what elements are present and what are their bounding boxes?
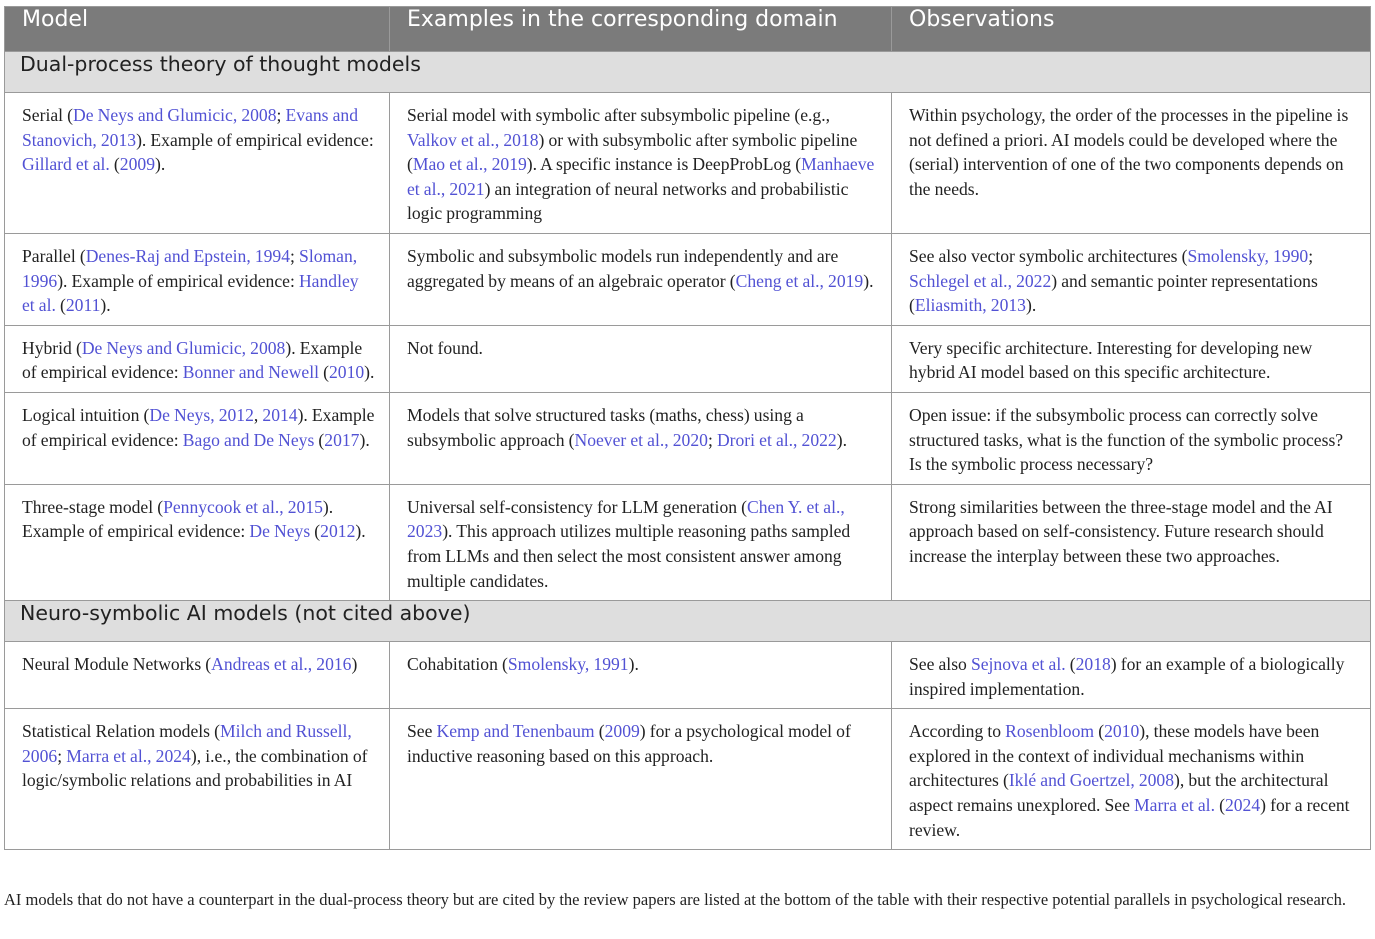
citation-link[interactable]: 2018: [1075, 654, 1111, 675]
cell-text: ) for a psychological model of inductive reasoning based on this approach.: [407, 721, 851, 766]
citation-link[interactable]: Sloman, 1996: [22, 245, 358, 291]
citation-link[interactable]: Drori et al., 2022: [716, 429, 837, 450]
cell-text: ). Example of empirical evidence:: [22, 404, 375, 450]
citation-link[interactable]: Bago and De Neys: [182, 429, 315, 450]
table-row: [5, 709, 1371, 850]
cell-text: Three-stage model (: [22, 496, 164, 517]
section-header-row: [5, 52, 1371, 93]
table-row: [5, 93, 1371, 234]
comparison-table: [4, 6, 1371, 850]
cell-text: ;: [57, 745, 67, 766]
cell-text: ). Example of empirical evidence:: [57, 270, 299, 291]
cell-text: ;: [290, 245, 300, 266]
citation-link[interactable]: Milch and Russell, 2006: [22, 721, 352, 766]
citation-link[interactable]: Manhaeve et al., 2021: [407, 154, 875, 199]
cell-text: ) or with subsymbolic after symbolic pipeline (: [407, 129, 858, 175]
cell-text: ). Example of empirical evidence:: [22, 496, 334, 542]
cell-text: ) an integration of neural networks and probabilistic logic programming: [407, 178, 849, 224]
cell-text: (: [314, 429, 325, 450]
model-cell: [5, 325, 390, 392]
citation-link[interactable]: Mao et al., 2019: [412, 154, 527, 175]
cell-text: ).: [863, 270, 874, 291]
cell-text: Parallel (: [22, 245, 86, 266]
citation-link[interactable]: Andreas et al., 2016: [211, 654, 352, 675]
citation-link[interactable]: Denes-Raj and Epstein, 1994: [85, 245, 291, 266]
cell-text: Open issue: if the subsymbolic process can correctly solve structured tasks, what is the function of the symbolic process? Is the symbolic process necessary?: [909, 404, 1344, 475]
model-cell: [5, 233, 390, 325]
observations-cell: [892, 93, 1371, 234]
cell-text: ). A specific instance is DeepProbLog (: [526, 154, 802, 175]
cell-text: Not found.: [407, 337, 483, 358]
citation-link[interactable]: Evans and Stanovich, 2013: [22, 105, 359, 150]
table-body: [5, 52, 1371, 850]
cell-text: Hybrid (: [22, 337, 82, 358]
cell-text: ).: [359, 429, 370, 450]
table-footnote: AI models that do not have a counterpart in the dual-process theory but are cited by the review papers are listed at the bottom of the table with their respective potential parallels in psychological research.: [4, 890, 1346, 909]
cell-text: Serial model with symbolic after subsymbolic pipeline (e.g.,: [407, 105, 830, 125]
cell-text: ).: [628, 654, 639, 675]
cell-text: ;: [707, 429, 717, 450]
cell-text: (: [55, 295, 66, 316]
section-title: Neuro-symbolic AI models (not cited above): [5, 601, 1371, 642]
observations-cell: [892, 325, 1371, 392]
observations-cell: [892, 642, 1371, 709]
citation-link[interactable]: Schlegel et al., 2022: [909, 270, 1052, 291]
table-row: [5, 484, 1371, 600]
citation-link[interactable]: Kemp and Tenenbaum: [436, 721, 595, 742]
cell-text: ) for a recent review.: [909, 795, 1350, 840]
observations-cell: [892, 709, 1371, 850]
cell-text: According to: [909, 721, 1006, 742]
model-cell: [5, 392, 390, 484]
table-row: [5, 392, 1371, 484]
citation-link[interactable]: Gillard et al.: [22, 154, 110, 175]
cell-text: ), i.e., the combination of logic/symbolic relations and probabilities in AI: [22, 745, 368, 791]
citation-link[interactable]: Bonner and Newell: [182, 362, 319, 383]
cell-text: (: [109, 154, 120, 175]
citation-link[interactable]: Handley et al.: [22, 270, 359, 316]
cell-text: (: [1214, 795, 1225, 816]
citation-link[interactable]: Eliasmith, 2013: [914, 295, 1026, 316]
citation-link[interactable]: 2009: [604, 721, 640, 742]
citation-link[interactable]: Chen Y. et al., 2023: [407, 496, 845, 542]
citation-link[interactable]: Sejnova et al.: [970, 654, 1066, 675]
citation-link[interactable]: 2012: [320, 521, 356, 542]
cell-text: Cohabitation (: [407, 654, 508, 675]
observations-cell: [892, 392, 1371, 484]
cell-text: Universal self-consistency for LLM generation (: [407, 496, 747, 517]
cell-text: (: [1094, 721, 1105, 742]
cell-text: ).: [364, 362, 375, 383]
cell-text: (: [1065, 654, 1076, 675]
cell-text: Models that solve structured tasks (maths, chess) using a subsymbolic approach (: [407, 404, 804, 450]
cell-text: (: [594, 721, 605, 742]
examples-cell: [390, 709, 892, 850]
citation-link[interactable]: De Neys: [249, 521, 311, 542]
examples-cell: [390, 642, 892, 709]
cell-text: (: [319, 362, 329, 383]
citation-link[interactable]: Noever et al., 2020: [574, 429, 708, 450]
cell-text: ;: [1308, 245, 1314, 266]
citation-link[interactable]: Valkov et al., 2018: [407, 129, 539, 150]
cell-text: ), but the architectural aspect remains unexplored. See: [909, 770, 1329, 816]
observations-cell: [892, 233, 1371, 325]
model-cell: [5, 642, 390, 709]
model-cell: [5, 709, 390, 850]
citation-link[interactable]: De Neys and Glumicic, 2008: [73, 105, 277, 125]
citation-link[interactable]: Cheng et al., 2019: [735, 270, 864, 291]
citation-link[interactable]: 2024: [1224, 795, 1261, 816]
citation-link[interactable]: Marra et al., 2024: [66, 745, 191, 766]
model-cell: [5, 484, 390, 600]
cell-text: Statistical Relation models (: [22, 721, 220, 742]
cell-text: See also: [909, 654, 971, 675]
citation-link[interactable]: 2017: [324, 429, 360, 450]
cell-text: Symbolic and subsymbolic models run independently and are aggregated by means of an algebraic operator (: [407, 245, 839, 291]
cell-text: ) for an example of a biologically inspired implementation.: [909, 654, 1345, 699]
cell-text: See: [407, 721, 437, 742]
cell-text: Logical intuition (: [22, 404, 150, 425]
citation-link[interactable]: De Neys, 2012: [149, 404, 254, 425]
table-row: [5, 325, 1371, 392]
cell-text: ;: [276, 105, 286, 125]
cell-text: ,: [253, 404, 263, 425]
citation-link[interactable]: 2009: [119, 154, 155, 175]
citation-link[interactable]: 2014: [262, 404, 298, 425]
table-row: [5, 233, 1371, 325]
citation-link[interactable]: Iklé and Goertzel, 2008: [1008, 770, 1175, 791]
cell-text: ). Example of empirical evidence:: [22, 337, 363, 383]
cell-text: Strong similarities between the three-stage model and the AI approach based on self-consistency. Future research should increase the interplay between these two approaches.: [909, 496, 1333, 566]
cell-text: ) and semantic pointer representations (: [909, 270, 1318, 316]
citation-link[interactable]: 2010: [328, 362, 365, 383]
header-row: [5, 7, 1371, 52]
examples-cell: [390, 484, 892, 600]
column-header-model: Model: [5, 7, 390, 52]
cell-text: Very specific architecture. Interesting for developing new hybrid AI model based on this specific architecture.: [909, 337, 1313, 383]
cell-text: Within psychology, the order of the processes in the pipeline is not defined a priori. AI models could be developed where the (serial) intervention of one of the two components depends on the needs.: [909, 105, 1349, 199]
cell-text: ), these models have been explored in the context of individual mechanisms within architectures (: [909, 721, 1320, 791]
cell-text: ).: [100, 295, 111, 316]
column-header-examples: Examples in the corresponding domain: [390, 7, 892, 52]
citation-link[interactable]: Marra et al.: [1134, 795, 1215, 816]
model-cell: [5, 93, 390, 234]
citation-link[interactable]: Smolensky, 1990: [1187, 245, 1309, 266]
cell-text: (: [310, 521, 321, 542]
examples-cell: [390, 325, 892, 392]
citation-link[interactable]: 2011: [65, 295, 101, 316]
citation-link[interactable]: Rosenbloom: [1005, 721, 1095, 742]
citation-link[interactable]: 2010: [1104, 721, 1140, 742]
cell-text: ). This approach utilizes multiple reasoning paths sampled from LLMs and then select the most consistent answer among multiple candidates.: [407, 521, 851, 591]
citation-link[interactable]: De Neys and Glumicic, 2008: [81, 337, 286, 358]
cell-text: ).: [836, 429, 847, 450]
citation-link[interactable]: Pennycook et al., 2015: [163, 496, 323, 517]
cell-text: ). Example of empirical evidence:: [136, 129, 374, 150]
citation-link[interactable]: Smolensky, 1991: [507, 654, 629, 675]
cell-text: ).: [355, 521, 366, 542]
table-header: [5, 7, 1371, 52]
cell-text: Serial (: [22, 105, 73, 125]
cell-text: Neural Module Networks (: [22, 654, 212, 675]
cell-text: See also vector symbolic architectures (: [909, 245, 1188, 266]
cell-text: ).: [1025, 295, 1037, 316]
column-header-observations: Observations: [892, 7, 1371, 52]
cell-text: ).: [154, 154, 166, 175]
section-title: Dual-process theory of thought models: [5, 52, 1371, 93]
section-header-row: [5, 601, 1371, 642]
examples-cell: [390, 392, 892, 484]
table-row: [5, 642, 1371, 709]
examples-cell: [390, 233, 892, 325]
cell-text: ): [351, 654, 358, 675]
observations-cell: [892, 484, 1371, 600]
examples-cell: [390, 93, 892, 234]
